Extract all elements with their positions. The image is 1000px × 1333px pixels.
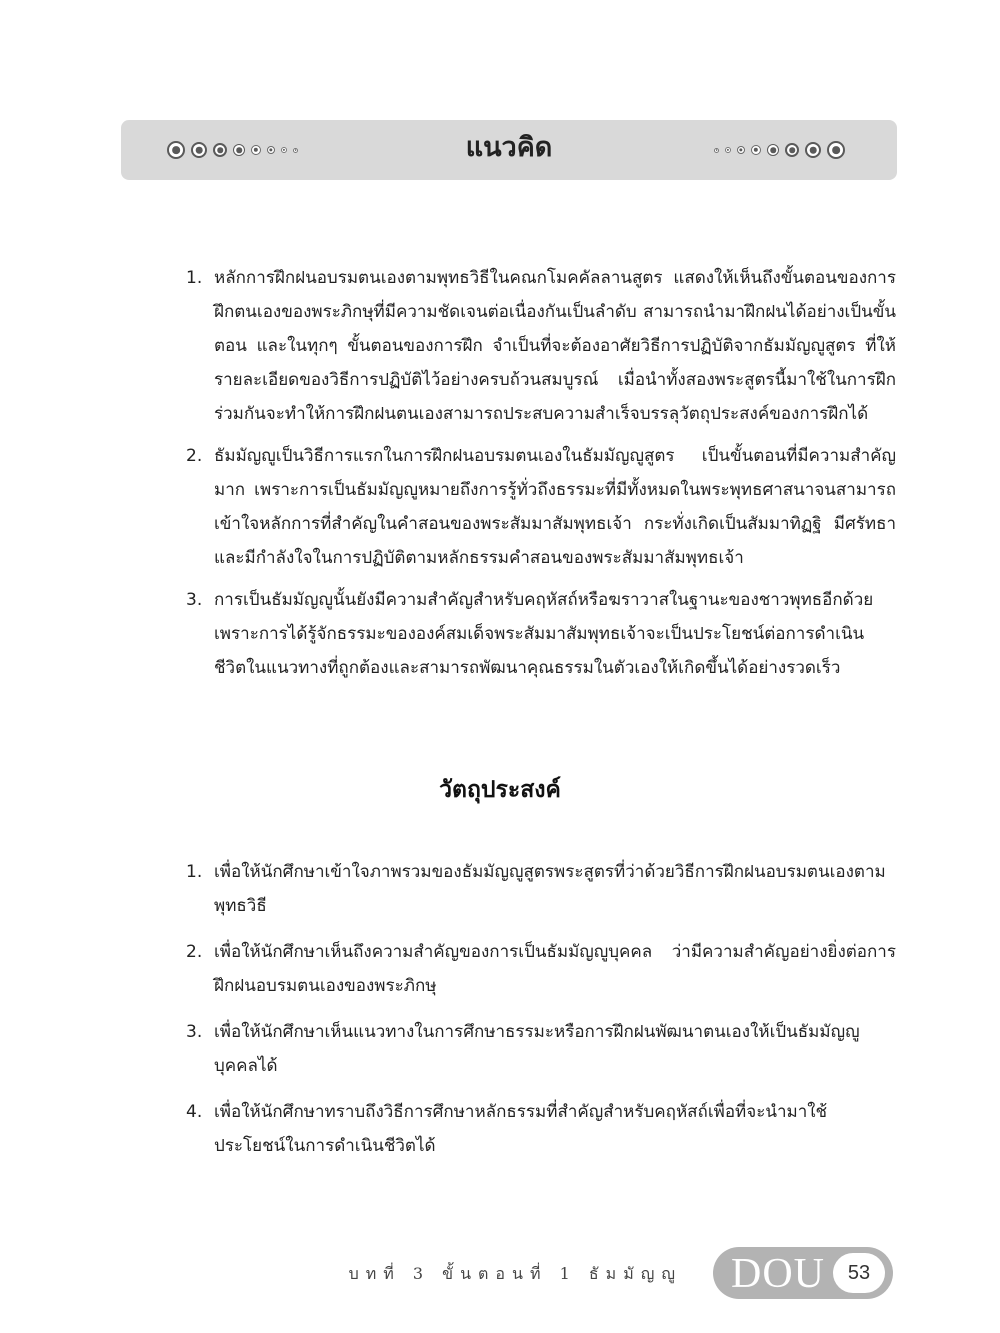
item-text: ธัมมัญญูเป็นวิธีการแรกในการฝึกฝนอบรมตนเองในธัมมัญญูสูตร เป็นขั้นตอนที่มีความสำคัญมาก เพราะการเป็นธัมมัญญูหมายถึงการรู้ทั่วถึงธรรมะที่มีทั้งหมดในพระพุทธศาสนาจนสามารถเข้าใจหลักการที่สำคัญในคำสอนของพระสัมมาสัมพุทธเจ้า กระทั่งเกิดเป็นสัมมาทิฏฐิ มีศรัทธา และมีกำลังใจในการปฏิบัติตามหลักธรรมคำสอนของพระสัมมาสัมพุทธเจ้า (214, 446, 896, 568)
dot-icon (805, 142, 821, 158)
item-text: การเป็นธัมมัญญูนั้นยังมีความสำคัญสำหรับคฤหัสถ์หรือฆราวาสในฐานะของชาวพุทธอีกด้วย เพราะการได้รู้จักธรรมะขององค์สมเด็จพระสัมมาสัมพุทธเจ้าจะเป็นประโยชน์ต่อการดำเนินชีวิตในแนวทางที่ถูกต้องและสามารถพัฒนาคุณธรรมในตัวเองให้เกิดขึ้นได้อย่างรวดเร็ว (214, 590, 874, 678)
item-number: 3. (186, 1022, 203, 1042)
dot-icon (767, 144, 779, 156)
dot-icon (785, 143, 799, 157)
section-title: แนวคิด (465, 132, 553, 163)
item-number: 3. (186, 590, 203, 610)
footer-chapter-text: บทที่ 3 ขั้นตอนที่ 1 ธัมมัญญู (348, 1264, 682, 1283)
list-item (186, 439, 896, 575)
item-number: 1. (186, 268, 203, 288)
concept-list (186, 261, 896, 693)
decorative-dots-right (714, 120, 845, 180)
dot-icon (737, 146, 745, 154)
dot-icon (714, 148, 719, 153)
dou-logo: DOU (731, 1251, 825, 1297)
objectives-heading: วัตถุประสงค์ (439, 777, 561, 803)
list-item (186, 1015, 896, 1083)
list-item (186, 1095, 896, 1163)
item-text: เพื่อให้นักศึกษาเข้าใจภาพรวมของธัมมัญญูสูตรพระสูตรที่ว่าด้วยวิธีการฝึกฝนอบรมตนเองตามพุทธวิธี (214, 862, 886, 916)
dot-icon (725, 147, 731, 153)
dot-icon (751, 145, 761, 155)
objective-list (186, 855, 896, 1175)
item-number: 2. (186, 942, 203, 962)
header-banner (121, 120, 897, 180)
footer-badge (713, 1247, 893, 1299)
page-number: 53 (833, 1253, 885, 1293)
item-number: 4. (186, 1102, 203, 1122)
item-text: เพื่อให้นักศึกษาทราบถึงวิธีการศึกษาหลักธรรมที่สำคัญสำหรับคฤหัสถ์เพื่อที่จะนำมาใช้ประโยชน์ในการดำเนินชีวิตได้ (214, 1102, 828, 1156)
item-text: เพื่อให้นักศึกษาเห็นถึงความสำคัญของการเป็นธัมมัญญูบุคคล ว่ามีความสำคัญอย่างยิ่งต่อการฝึกฝนอบรมตนเองของพระภิกษุ (214, 942, 896, 996)
item-text: เพื่อให้นักศึกษาเห็นแนวทางในการศึกษาธรรมะหรือการฝึกฝนพัฒนาตนเองให้เป็นธัมมัญญูบุคคลได้ (214, 1022, 860, 1076)
list-item (186, 583, 896, 685)
item-number: 2. (186, 446, 203, 466)
list-item (186, 935, 896, 1003)
dot-icon (827, 141, 845, 159)
item-number: 1. (186, 862, 203, 882)
item-text: หลักการฝึกฝนอบรมตนเองตามพุทธวิธีในคณกโมคคัลลานสูตร แสดงให้เห็นถึงขั้นตอนของการฝึกตนเองของพระภิกษุที่มีความชัดเจนต่อเนื่องกันเป็นลำดับ สามารถนำมาฝึกฝนได้อย่างเป็นขั้นตอน และในทุกๆ ขั้นตอนของการฝึก จำเป็นที่จะต้องอาศัยวิธีการปฏิบัติจากธัมมัญญูสูตร ที่ให้รายละเอียดของวิธีการปฏิบัติไว้อย่างครบถ้วนสมบูรณ์ เมื่อนำทั้งสองพระสูตรนี้มาใช้ในการฝึกร่วมกันจะทำให้การฝึกฝนตนเองสามารถประสบความสำเร็จบรรลุวัตถุประสงค์ของการฝึกได้ (214, 268, 896, 424)
list-item (186, 855, 896, 923)
list-item (186, 261, 896, 431)
